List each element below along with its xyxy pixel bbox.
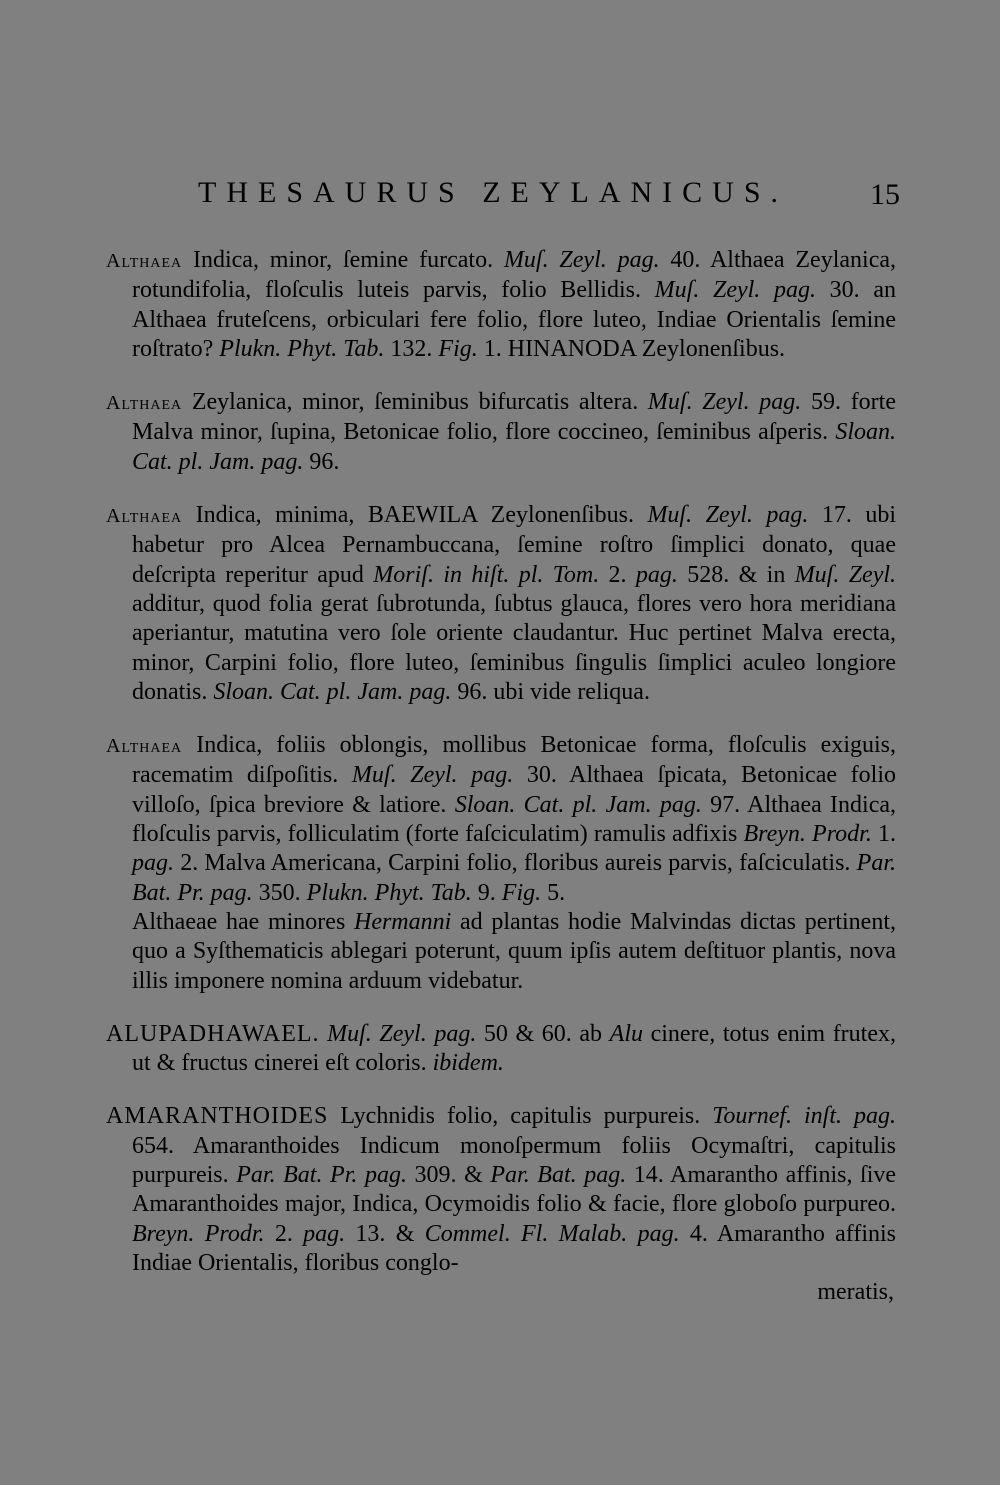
- entry-head: Althaea: [106, 735, 183, 758]
- reference: Par. Bat. Pr. pag.: [132, 850, 896, 906]
- reference: pag.: [635, 561, 678, 588]
- entry-text: 9.: [471, 879, 502, 906]
- entry-head: Althaea: [106, 392, 183, 415]
- entry-text: 4. Amarantho affinis Indiae Orientalis, floribus conglo-: [132, 1220, 897, 1276]
- reference: Sloan. Cat. pl. Jam. pag.: [454, 791, 702, 818]
- reference: Commel. Fl. Malab. pag.: [424, 1220, 680, 1247]
- entry-text: 350.: [252, 879, 307, 906]
- entry-head: Althaea: [106, 250, 183, 272]
- entry-text: 2.: [599, 561, 636, 588]
- entry-alupadhawael: [106, 1020, 896, 1079]
- reference: Par. Bat. pag.: [490, 1162, 627, 1189]
- entry-text: 528. & in: [677, 561, 795, 588]
- entry-text: 2. Malva Americana, Carpini folio, floribus aureis parvis, faſciculatis.: [174, 850, 857, 877]
- entry-amaranthoides: [106, 1102, 896, 1307]
- reference: pag.: [132, 850, 174, 877]
- entry-text: Indica, minima, BAEWILA Zeylonenſibus.: [182, 502, 648, 529]
- running-title: THESAURUS ZEYLANICUS.: [198, 176, 789, 209]
- reference: Muſ. Zeyl.: [794, 561, 897, 588]
- entry-text: 654. Amaranthoides Indicum monoſpermum foliis Ocymaſtri, capitulis purpureis.: [132, 1132, 896, 1189]
- reference: ibidem.: [432, 1050, 504, 1077]
- entry-text: cinere, totus enim frutex, ut & fructus cinerei eſt coloris.: [132, 1020, 896, 1077]
- page-number: 15: [870, 178, 900, 211]
- entry-althaea-indica-minor: [106, 246, 896, 364]
- reference: Breyn. Prodr.: [743, 821, 872, 848]
- reference: Sloan. Cat. pl. Jam. pag.: [132, 419, 896, 475]
- reference: Moriſ. in hiſt. pl. Tom.: [373, 561, 600, 588]
- entry-althaea-indica-oblongis: [106, 731, 896, 996]
- entry-text: Lychnidis folio, capitulis purpureis.: [328, 1103, 713, 1130]
- entry-text: 2.: [264, 1220, 304, 1247]
- entry-text: 30. Althaea ſpicata, Betonicae folio villoſo, ſpica breviore & latiore.: [132, 762, 896, 818]
- reference: Plukn. Phyt. Tab.: [306, 879, 472, 906]
- entry-text: Zeylanica, minor, ſeminibus bifurcatis altera.: [182, 389, 648, 416]
- entry-note: [132, 908, 896, 996]
- entry-text: 1. HINANODA Zeylonenſibus.: [477, 335, 786, 362]
- entry-text: additur, quod folia gerat ſubrotunda, ſubtus glauca, flores vero hora meridiana aperiantur, matutina vero ſole oriente claudantur. Huc pertinet Malva erecta, minor, Carpini folio, flore luteo, ſeminibus ſingulis ſimplici aculeo longiore donatis.: [132, 590, 896, 705]
- entry-head: Althaea: [106, 505, 183, 528]
- reference: Fig.: [501, 879, 542, 906]
- reference: pag.: [303, 1220, 346, 1247]
- reference: Sloan. Cat. pl. Jam. pag.: [213, 678, 452, 705]
- note-text: Althaeae hae minores: [132, 908, 354, 935]
- entry-text: Indica, minor, ſemine furcato.: [182, 247, 504, 273]
- entry-text: [320, 1021, 328, 1047]
- entry-head: ALUPADHAWAEL.: [106, 1020, 320, 1047]
- reference: Muſ. Zeyl. pag.: [351, 762, 514, 789]
- entry-head: AMARANTHOIDES: [106, 1103, 329, 1130]
- entry-text: 50 & 60. ab: [476, 1020, 610, 1047]
- reference: Muſ. Zeyl. pag.: [654, 277, 816, 304]
- entry-text: meratis,: [817, 1279, 894, 1306]
- reference: Tournef. inſt. pag.: [712, 1103, 896, 1130]
- reference: Hermanni: [353, 908, 452, 935]
- reference: Muſ. Zeyl. pag.: [503, 247, 660, 273]
- reference: Plukn. Phyt. Tab.: [219, 335, 385, 362]
- entry-text: 309. &: [406, 1162, 491, 1189]
- reference: Par. Bat. Pr. pag.: [236, 1162, 407, 1189]
- entry-text: 59. forte Malva minor, ſupina, Betonicae folio, flore coccineo, ſeminibus aſperis.: [132, 389, 896, 446]
- entry-text: 40. Althaea Zeylanica, rotundifolia, floſculis luteis parvis, folio Bellidis.: [132, 247, 897, 304]
- entry-text: 97. Althaea Indica, floſculis parvis, folliculatim (forte faſciculatim) ramulis adfixis: [132, 791, 897, 848]
- continued-line: [132, 1278, 896, 1307]
- entry-text: 5.: [541, 879, 566, 906]
- reference: Muſ. Zeyl. pag.: [647, 502, 809, 529]
- entry-text: 17. ubi habetur pro Alcea Pernambuccana, ſemine roſtro ſimplici donato, quae deſcripta reperitur apud: [132, 502, 896, 588]
- entry-text: 1.: [871, 821, 897, 848]
- entry-text: 132.: [384, 335, 439, 362]
- reference: Breyn. Prodr.: [132, 1220, 265, 1247]
- entry-althaea-zeylanica-minor: [106, 388, 896, 477]
- reference: Muſ. Zeyl. pag.: [327, 1020, 477, 1047]
- page-body: [106, 246, 896, 1332]
- entry-althaea-indica-minima: [106, 501, 896, 707]
- page-header: [100, 176, 900, 216]
- entry-text: Indica, foliis oblongis, mollibus Betonicae forma, floſculis exiguis, racematim diſpoſitis.: [132, 732, 896, 789]
- entry-text: 30. an Althaea fruteſcens, orbiculari fere folio, flore luteo, Indiae Orientalis ſemine roſtrato?: [132, 277, 896, 362]
- entry-text: 14. Amarantho affinis, ſive Amaranthoides major, Indica, Ocymoidis folio & facie, flore globoſo purpureo.: [132, 1162, 897, 1218]
- reference: Fig.: [438, 335, 478, 362]
- reference: Muſ. Zeyl. pag.: [647, 389, 802, 416]
- entry-text: 13. &: [345, 1220, 425, 1247]
- reference: Alu: [609, 1020, 643, 1047]
- entry-text: 96. ubi vide reliqua.: [451, 678, 650, 705]
- note-text: ad plantas hodie Malvindas dictas pertinent, quo a Syſthematicis ablegari poterunt, quum ipſis autem deſtituor plantis, nova illis imponere nomina arduum videbatur.: [132, 908, 897, 994]
- entry-text: 96.: [303, 448, 340, 475]
